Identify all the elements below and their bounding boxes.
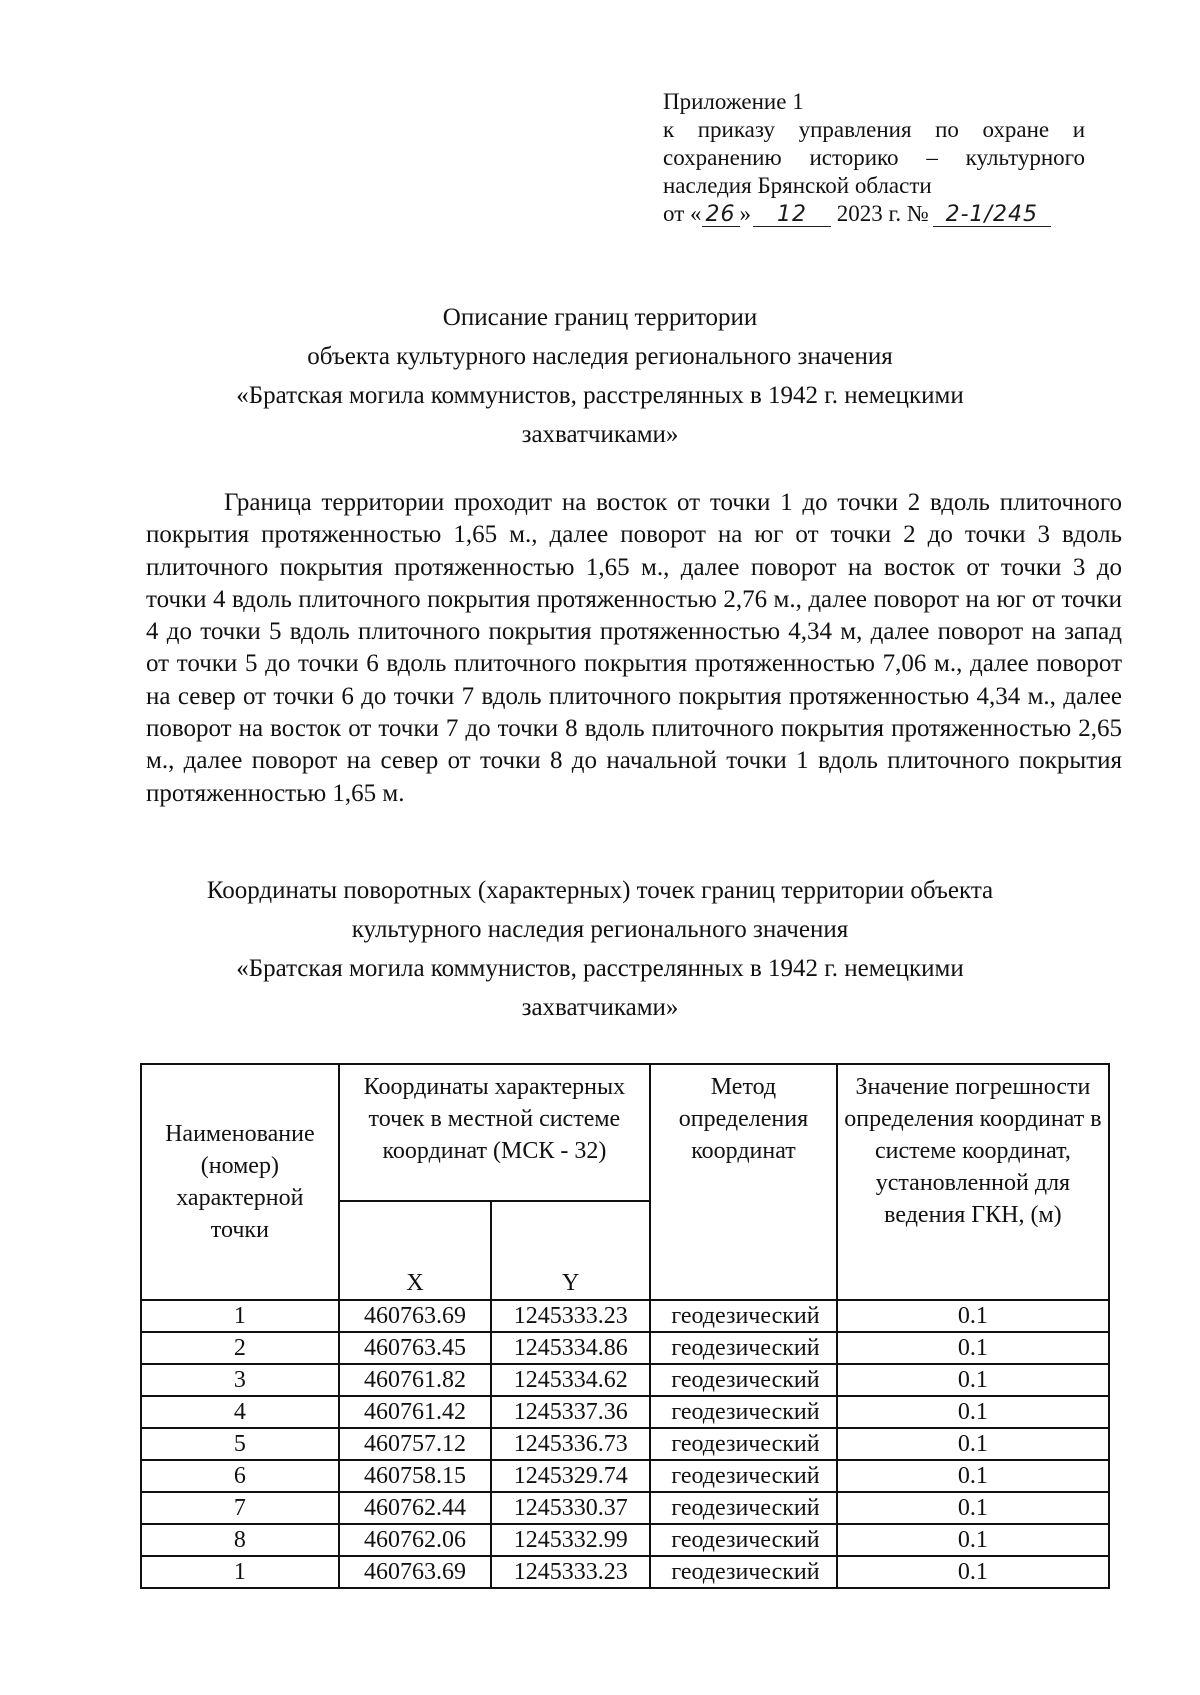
heading-line-4: захватчиками»: [521, 421, 679, 448]
cell-error: 0.1: [837, 1460, 1109, 1492]
cell-point: 8: [141, 1524, 339, 1556]
table-row: [141, 1524, 1109, 1556]
cell-method: геодезический: [650, 1428, 837, 1460]
cell-x: 460762.44: [339, 1492, 492, 1524]
cell-y: 1245332.99: [491, 1524, 650, 1556]
cell-error: 0.1: [837, 1428, 1109, 1460]
appendix-line-2: к приказу управления по охране и: [663, 117, 1085, 142]
coords-heading-line-3: «Братская могила коммунистов, расстрелянных в 1942 г. немецкими: [236, 955, 964, 982]
header-point-name: Наименование (номер) характерной точки: [141, 1064, 339, 1300]
date-year: 2023 г. №: [836, 201, 929, 226]
cell-point: 4: [141, 1396, 339, 1428]
heading-line-2: объекта культурного наследия регионального значения: [307, 343, 893, 370]
cell-x: 460763.69: [339, 1300, 492, 1332]
header-method: Метод определения координат: [650, 1064, 837, 1300]
cell-y: 1245334.86: [491, 1332, 650, 1364]
cell-error: 0.1: [837, 1556, 1109, 1588]
table-row: [141, 1300, 1109, 1332]
boundary-description: Граница территории проходит на восток от точки 1 до точки 2 вдоль плиточного покрытия протяженностью 1,65 м., далее поворот на юг от точки 2 до точки 3 вдоль плиточного покрытия протяженностью 1,65 м., далее поворот на восток от точки 3 до точки 4 вдоль плиточного покрытия протяженностью 2,76 м., далее поворот на юг от точки 4 до точки 5 вдоль плиточного покрытия протяженностью 4,34 м, далее поворот на запад от точки 5 до точки 6 вдоль плиточного покрытия протяженностью 7,06 м., далее поворот на север от точки 6 до точки 7 вдоль плиточного покрытия протяженностью 4,34 м., далее поворот на восток от точки 7 до точки 8 вдоль плиточного покрытия протяженностью 2,65 м., далее поворот на север от точки 8 до начальной точки 1 вдоль плиточного покрытия протяженностью 1,65 м.: [146, 489, 1122, 807]
cell-method: геодезический: [650, 1396, 837, 1428]
appendix-line-4: наследия Брянской области: [663, 173, 932, 198]
table-row: [141, 1428, 1109, 1460]
date-mid: »: [739, 201, 751, 226]
header-y: Y: [491, 1201, 650, 1300]
cell-method: геодезический: [650, 1524, 837, 1556]
coords-heading-line-4: захватчиками»: [521, 994, 679, 1021]
header-error: Значение погрешности определения координат в системе координат, установленной для ведения ГКН, (м): [837, 1064, 1109, 1300]
cell-y: 1245330.37: [491, 1492, 650, 1524]
appendix-date-line: [663, 200, 1085, 228]
cell-y: 1245333.23: [491, 1300, 650, 1332]
table-row: [141, 1396, 1109, 1428]
date-prefix: от «: [663, 201, 702, 226]
cell-point: 1: [141, 1556, 339, 1588]
cell-y: 1245337.36: [491, 1396, 650, 1428]
cell-y: 1245336.73: [491, 1428, 650, 1460]
cell-method: геодезический: [650, 1332, 837, 1364]
cell-error: 0.1: [837, 1396, 1109, 1428]
table-row: [141, 1492, 1109, 1524]
cell-method: геодезический: [650, 1460, 837, 1492]
cell-error: 0.1: [837, 1332, 1109, 1364]
cell-y: 1245333.23: [491, 1556, 650, 1588]
cell-x: 460763.69: [339, 1556, 492, 1588]
heading-line-1: Описание границ территории: [442, 304, 758, 331]
coords-heading-line-2: культурного наследия регионального значения: [351, 916, 849, 943]
handwritten-month: 12: [753, 204, 831, 227]
table-row: [141, 1460, 1109, 1492]
cell-method: геодезический: [650, 1300, 837, 1332]
cell-point: 7: [141, 1492, 339, 1524]
cell-error: 0.1: [837, 1364, 1109, 1396]
cell-method: геодезический: [650, 1364, 837, 1396]
table-row: [141, 1556, 1109, 1588]
cell-x: 460761.82: [339, 1364, 492, 1396]
cell-point: 2: [141, 1332, 339, 1364]
heading-line-3: «Братская могила коммунистов, расстрелянных в 1942 г. немецкими: [236, 382, 964, 409]
cell-method: геодезический: [650, 1492, 837, 1524]
handwritten-day: 26: [702, 204, 740, 227]
cell-x: 460757.12: [339, 1428, 492, 1460]
cell-point: 5: [141, 1428, 339, 1460]
header-coordinates: Координаты характерных точек в местной системе координат (МСК - 32): [339, 1064, 650, 1201]
cell-error: 0.1: [837, 1300, 1109, 1332]
cell-y: 1245334.62: [491, 1364, 650, 1396]
cell-error: 0.1: [837, 1492, 1109, 1524]
appendix-block: [663, 88, 1085, 228]
cell-x: 460761.42: [339, 1396, 492, 1428]
document-heading: [150, 298, 1050, 454]
appendix-line-3: сохранению историко – культурного: [663, 145, 1085, 170]
cell-x: 460758.15: [339, 1460, 492, 1492]
cell-error: 0.1: [837, 1524, 1109, 1556]
cell-point: 6: [141, 1460, 339, 1492]
cell-x: 460763.45: [339, 1332, 492, 1364]
cell-method: геодезический: [650, 1556, 837, 1588]
cell-point: 1: [141, 1300, 339, 1332]
coordinates-heading: [130, 871, 1070, 1027]
cell-y: 1245329.74: [491, 1460, 650, 1492]
handwritten-order-number: 2-1/245: [933, 204, 1051, 227]
table-row: [141, 1364, 1109, 1396]
header-x: X: [339, 1201, 492, 1300]
cell-point: 3: [141, 1364, 339, 1396]
coords-heading-line-1: Координаты поворотных (характерных) точек границ территории объекта: [206, 877, 994, 904]
cell-x: 460762.06: [339, 1524, 492, 1556]
appendix-title: Приложение 1: [663, 89, 804, 114]
coordinates-table: [140, 1063, 1110, 1589]
table-row: [141, 1332, 1109, 1364]
